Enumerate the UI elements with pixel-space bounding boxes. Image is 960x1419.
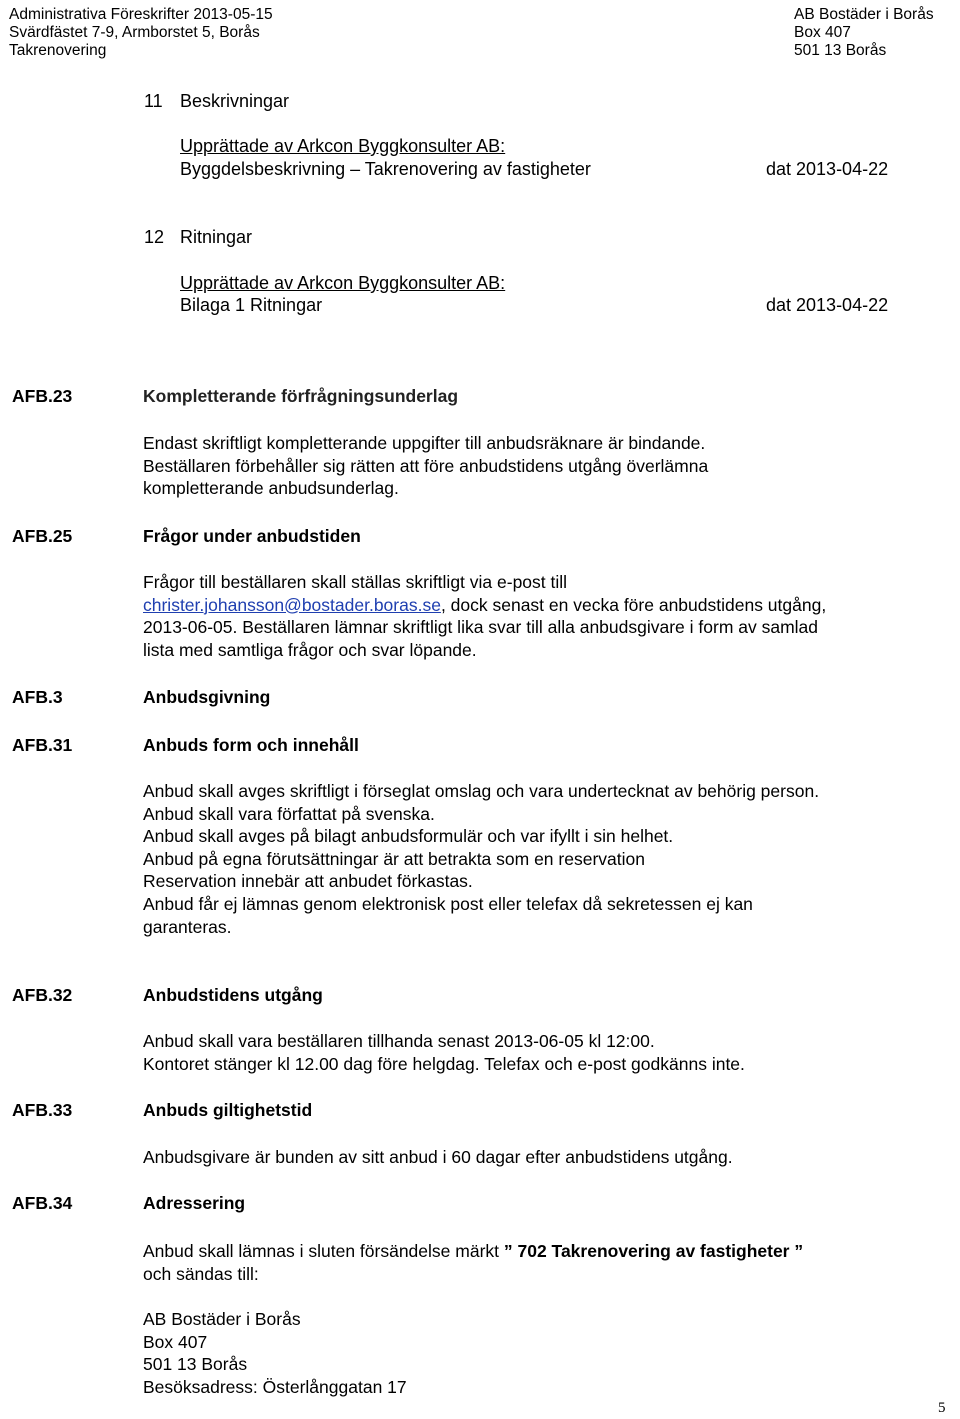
- afb31-line: Anbud får ej lämnas genom elektronisk post eller telefax då sekretessen ej kan: [143, 893, 753, 914]
- header-address: Svärdfästet 7-9, Armborstet 5, Borås: [9, 24, 260, 41]
- afb34-body: [143, 1240, 803, 1285]
- header-doc-title: Administrativa Föreskrifter 2013-05-15: [9, 6, 273, 23]
- afb31-line: Anbud skall avges på bilagt anbudsformulär och var ifyllt i sin helhet.: [143, 826, 674, 847]
- afb33-code: AFB.33: [12, 1100, 73, 1120]
- section-12-author: Upprättade av Arkcon Byggkonsulter AB:: [180, 273, 506, 293]
- afb31-line: Reservation innebär att anbudet förkastas.: [143, 871, 473, 892]
- afb33-line: Anbudsgivare är bunden av sitt anbud i 60 dagar efter anbudstidens utgång.: [143, 1147, 733, 1167]
- afb31-title: Anbuds form och innehåll: [143, 735, 359, 755]
- afb25-code: AFB.25: [12, 526, 73, 546]
- section-11-date: dat 2013-04-22: [766, 159, 889, 179]
- afb25-line-rest: , dock senast en vecka före anbudstidens utgång,: [440, 594, 827, 615]
- section-12-document: Bilaga 1 Ritningar: [180, 295, 323, 315]
- section-11-title: Beskrivningar: [180, 91, 290, 111]
- afb23-line: kompletterande anbudsunderlag.: [143, 478, 399, 499]
- afb34-line: och sändas till:: [143, 1263, 259, 1284]
- afb25-line: [143, 594, 826, 617]
- afb23-code: AFB.23: [12, 386, 73, 406]
- address-company: AB Bostäder i Borås: [143, 1309, 301, 1329]
- page-number: 5: [938, 1400, 946, 1416]
- afb34-title: Adressering: [143, 1193, 246, 1213]
- afb32-body: [143, 1030, 745, 1075]
- afb31-line: Anbud på egna förutsättningar är att betrakta som en reservation: [143, 848, 645, 869]
- header-left: [9, 6, 273, 60]
- afb32-title: Anbudstidens utgång: [143, 985, 323, 1005]
- afb25-line: 2013-06-05. Beställaren lämnar skriftligt lika svar till alla anbudsgivare i form av samlad: [143, 617, 819, 638]
- afb31-line: Anbud skall avges skriftligt i förseglat omslag och vara undertecknat av behörig person.: [143, 781, 820, 801]
- afb32-line: Kontoret stänger kl 12.00 dag före helgdag. Telefax och e-post godkänns inte.: [143, 1053, 745, 1074]
- section-11-author: Upprättade av Arkcon Byggkonsulter AB:: [180, 136, 506, 156]
- afb23-title: Kompletterande förfrågningsunderlag: [143, 386, 459, 406]
- email-link[interactable]: christer.johansson@bostader.boras.se: [143, 594, 441, 615]
- afb25-line: Frågor till beställaren skall ställas skriftligt via e-post till: [143, 572, 568, 592]
- section-12-title: Ritningar: [180, 227, 253, 247]
- afb31-body: [143, 780, 819, 938]
- afb34-code: AFB.34: [12, 1193, 73, 1213]
- header-right: [794, 6, 934, 60]
- afb33-title: Anbuds giltighetstid: [143, 1100, 313, 1120]
- afb33-body: [143, 1146, 733, 1169]
- section-12-date: dat 2013-04-22: [766, 295, 889, 315]
- address-postal: 501 13 Borås: [143, 1354, 248, 1375]
- section-12-number: 12: [144, 227, 165, 247]
- afb34-line-text: Anbud skall lämnas i sluten försändelse märkt: [143, 1241, 504, 1261]
- afb23-line: Endast skriftligt kompletterande uppgifter till anbudsräknare är bindande.: [143, 433, 706, 453]
- afb3-title: Anbudsgivning: [143, 687, 271, 707]
- address-box: Box 407: [143, 1331, 208, 1352]
- section-11-number: 11: [144, 91, 163, 111]
- section-11-document: Byggdelsbeskrivning – Takrenovering av fastigheter: [180, 159, 591, 179]
- afb3-code: AFB.3: [12, 687, 63, 707]
- afb25-title: Frågor under anbudstiden: [143, 526, 361, 546]
- afb32-code: AFB.32: [12, 985, 73, 1005]
- afb32-line: Anbud skall vara beställaren tillhanda senast 2013-06-05 kl 12:00.: [143, 1031, 655, 1051]
- afb31-line: Anbud skall vara författat på svenska.: [143, 803, 435, 824]
- afb34-line: [143, 1240, 803, 1263]
- afb34-marking: ” 702 Takrenovering av fastigheter ”: [503, 1241, 804, 1261]
- afb23-line: Beställaren förbehåller sig rätten att före anbudstidens utgång överlämna: [143, 455, 709, 476]
- header-company: AB Bostäder i Borås: [794, 6, 934, 23]
- afb31-line: garanteras.: [143, 916, 232, 937]
- header-project: Takrenovering: [9, 42, 107, 59]
- address-visit: Besöksadress: Österlånggatan 17: [143, 1376, 407, 1397]
- afb31-code: AFB.31: [12, 735, 73, 755]
- header-postal: 501 13 Borås: [794, 42, 887, 59]
- afb25-line: lista med samtliga frågor och svar löpande.: [143, 639, 477, 660]
- afb34-address: [143, 1308, 407, 1398]
- afb23-body: [143, 432, 708, 500]
- header-box: Box 407: [794, 24, 851, 41]
- afb25-body: [143, 571, 826, 661]
